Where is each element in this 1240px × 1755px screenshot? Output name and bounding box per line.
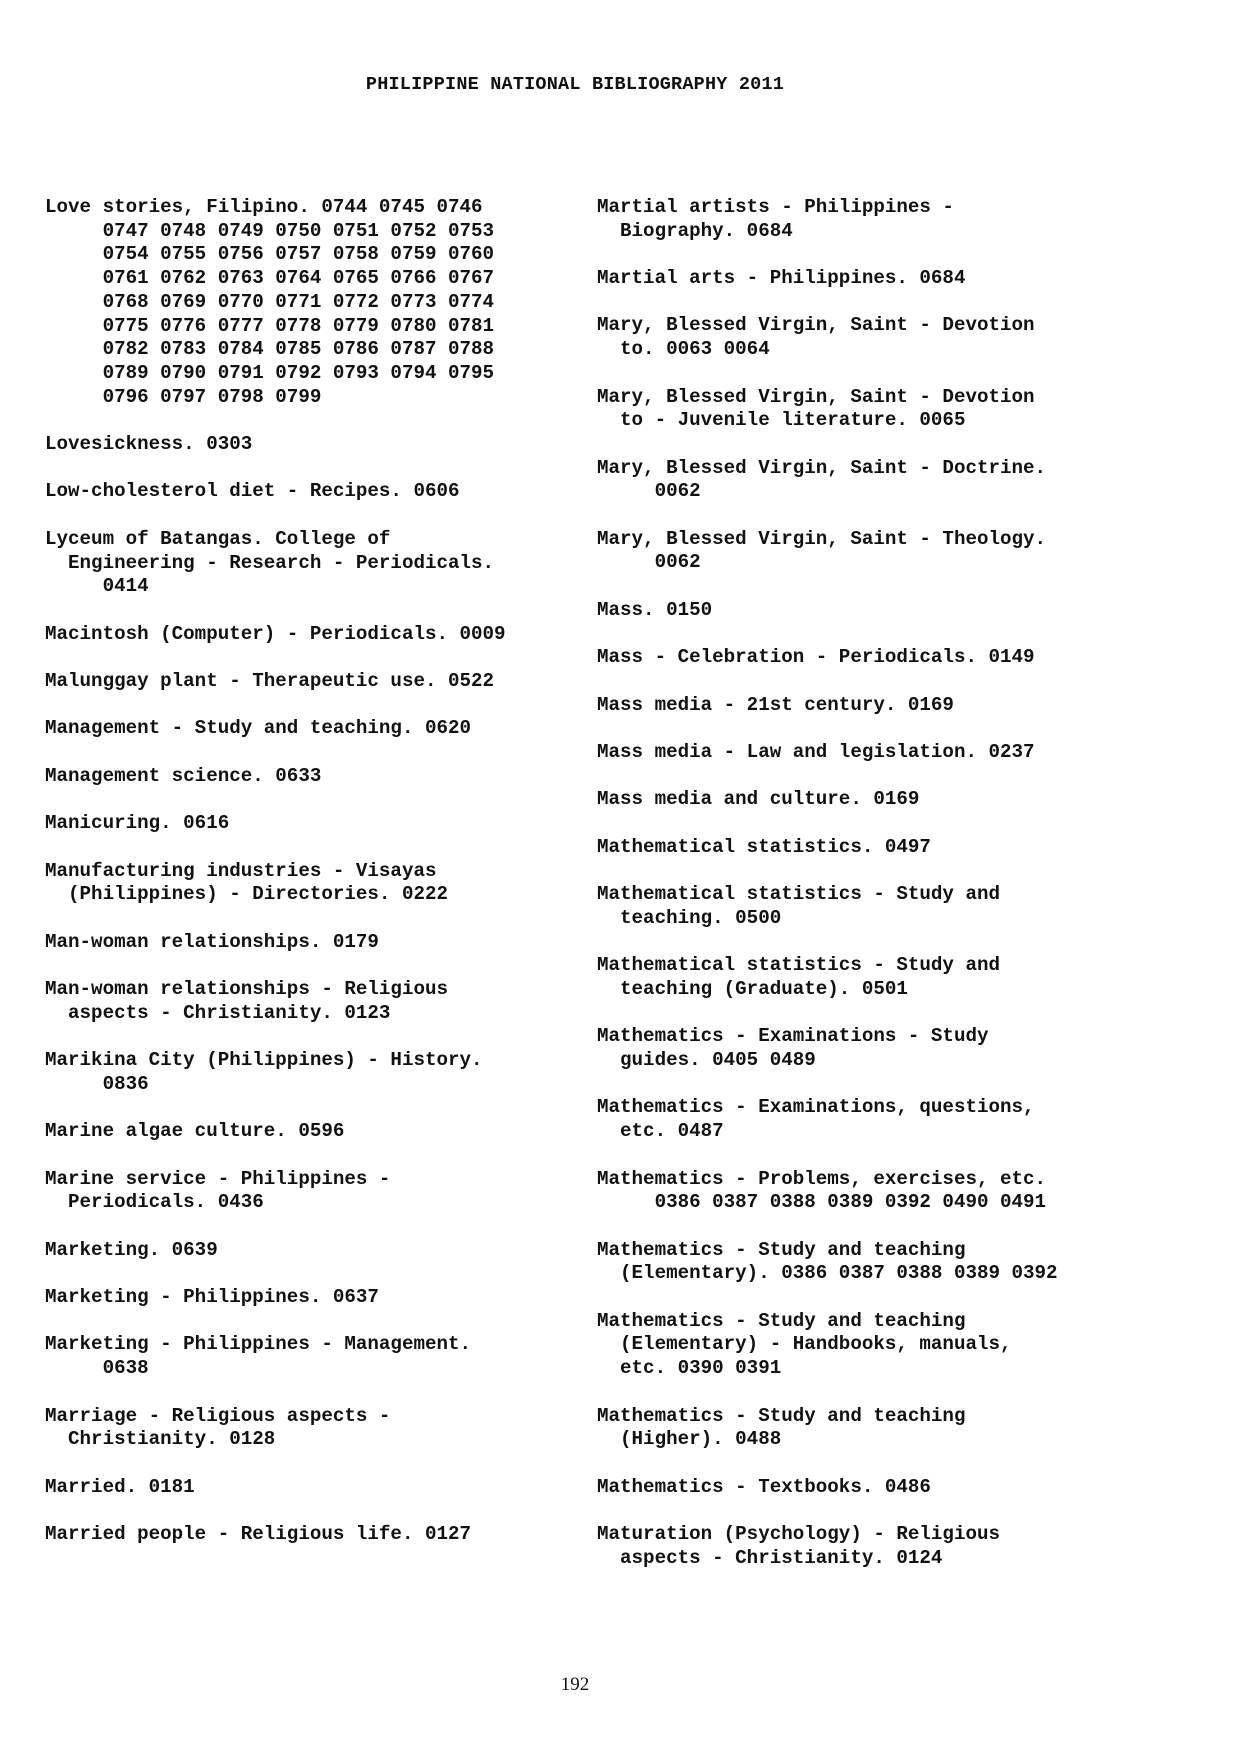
index-entry: Mathematical statistics - Study and teaching. 0500 [597,883,1001,929]
index-entry: Mathematics - Problems, exercises, etc. 0386 0387 0388 0389 0392 0490 0491 [597,1167,1047,1214]
index-entry: Mathematics - Textbooks. 0486 [597,1475,931,1498]
page-number: 192 [560,1674,590,1695]
index-entry: Manufacturing industries - Visayas (Philippines) - Directories. 0222 [45,859,449,906]
index-entry: Marriage - Religious aspects - Christianity. 0128 [45,1404,391,1451]
index-column-right [597,196,1157,1594]
index-entry: Management - Study and teaching. 0620 [45,717,472,740]
index-entry: Marketing. 0639 [45,1238,218,1261]
index-entry: Mass. 0150 [597,598,713,621]
index-entry: Marine algae culture. 0596 [45,1120,345,1143]
index-entry: Man-woman relationships. 0179 [45,930,379,953]
index-entry: Malunggay plant - Therapeutic use. 0522 [45,669,495,692]
index-entry: Mass media and culture. 0169 [597,788,920,811]
index-column-left [45,196,605,1570]
index-entry: Mary, Blessed Virgin, Saint - Devotion to - Juvenile literature. 0065 [597,385,1035,432]
index-entry: Mathematics - Study and teaching (Elementary). 0386 0387 0388 0389 0392 [597,1238,1058,1285]
index-entry: Marine service - Philippines - Periodicals. 0436 [45,1167,391,1214]
index-entry: Mathematics - Study and teaching (Higher). 0488 [597,1404,966,1451]
index-entry: Management science. 0633 [45,764,322,787]
index-entry: Mathematics - Examinations, questions, etc. 0487 [597,1096,1035,1143]
index-entry: Marketing - Philippines - Management. 0638 [45,1333,472,1380]
index-entry: Manicuring. 0616 [45,812,230,835]
index-entry: Low-cholesterol diet - Recipes. 0606 [45,480,460,503]
index-entry: Mass media - 21st century. 0169 [597,693,954,716]
index-entry: Mathematical statistics - Study and teaching (Graduate). 0501 [597,954,1001,1000]
index-entry: Marikina City (Philippines) - History. 0836 [45,1049,483,1095]
index-entry: Mathematics - Study and teaching (Elementary) - Handbooks, manuals, etc. 0390 0391 [597,1309,1012,1380]
index-entry: Marketing - Philippines. 0637 [45,1286,379,1309]
page-title: PHILIPPINE NATIONAL BIBLIOGRAPHY 2011 [365,74,785,95]
index-entry: Love stories, Filipino. 0744 0745 0746 0747 0748 0749 0750 0751 0752 0753 0754 0755 0756 0757 0758 0759 0760 0761 0762 0763 0764 0765 0766 0767 0768 0769 0770 0771 0772 0773 0774 0775 0776 0777 0778 0779 0780 0781 0782 0783 0784 0785 0786 0787 0788 0789 0790 0791 0792 0793 0794 0795 0796 0797 0798 0799 [45,196,495,408]
index-entry: Married. 0181 [45,1475,195,1498]
index-entry: Lovesickness. 0303 [45,433,253,456]
index-entry: Mathematical statistics. 0497 [597,835,931,858]
index-entry: Martial artists - Philippines - Biography. 0684 [597,196,954,242]
index-entry: Mathematics - Examinations - Study guides. 0405 0489 [597,1025,989,1072]
index-entry: Lyceum of Batangas. College of Engineering - Research - Periodicals. 0414 [45,527,495,598]
index-entry: Maturation (Psychology) - Religious aspects - Christianity. 0124 [597,1523,1001,1569]
index-entry: Mary, Blessed Virgin, Saint - Doctrine. 0062 [597,456,1047,503]
index-entry: Martial arts - Philippines. 0684 [597,267,966,290]
index-entry: Married people - Religious life. 0127 [45,1523,472,1546]
index-entry: Macintosh (Computer) - Periodicals. 0009 [45,622,506,645]
index-entry: Mass media - Law and legislation. 0237 [597,741,1035,764]
index-entry: Mass - Celebration - Periodicals. 0149 [597,646,1035,669]
index-entry: Mary, Blessed Virgin, Saint - Theology. 0062 [597,527,1047,574]
index-entry: Mary, Blessed Virgin, Saint - Devotion to. 0063 0064 [597,314,1035,361]
index-entry: Man-woman relationships - Religious aspects - Christianity. 0123 [45,978,449,1024]
